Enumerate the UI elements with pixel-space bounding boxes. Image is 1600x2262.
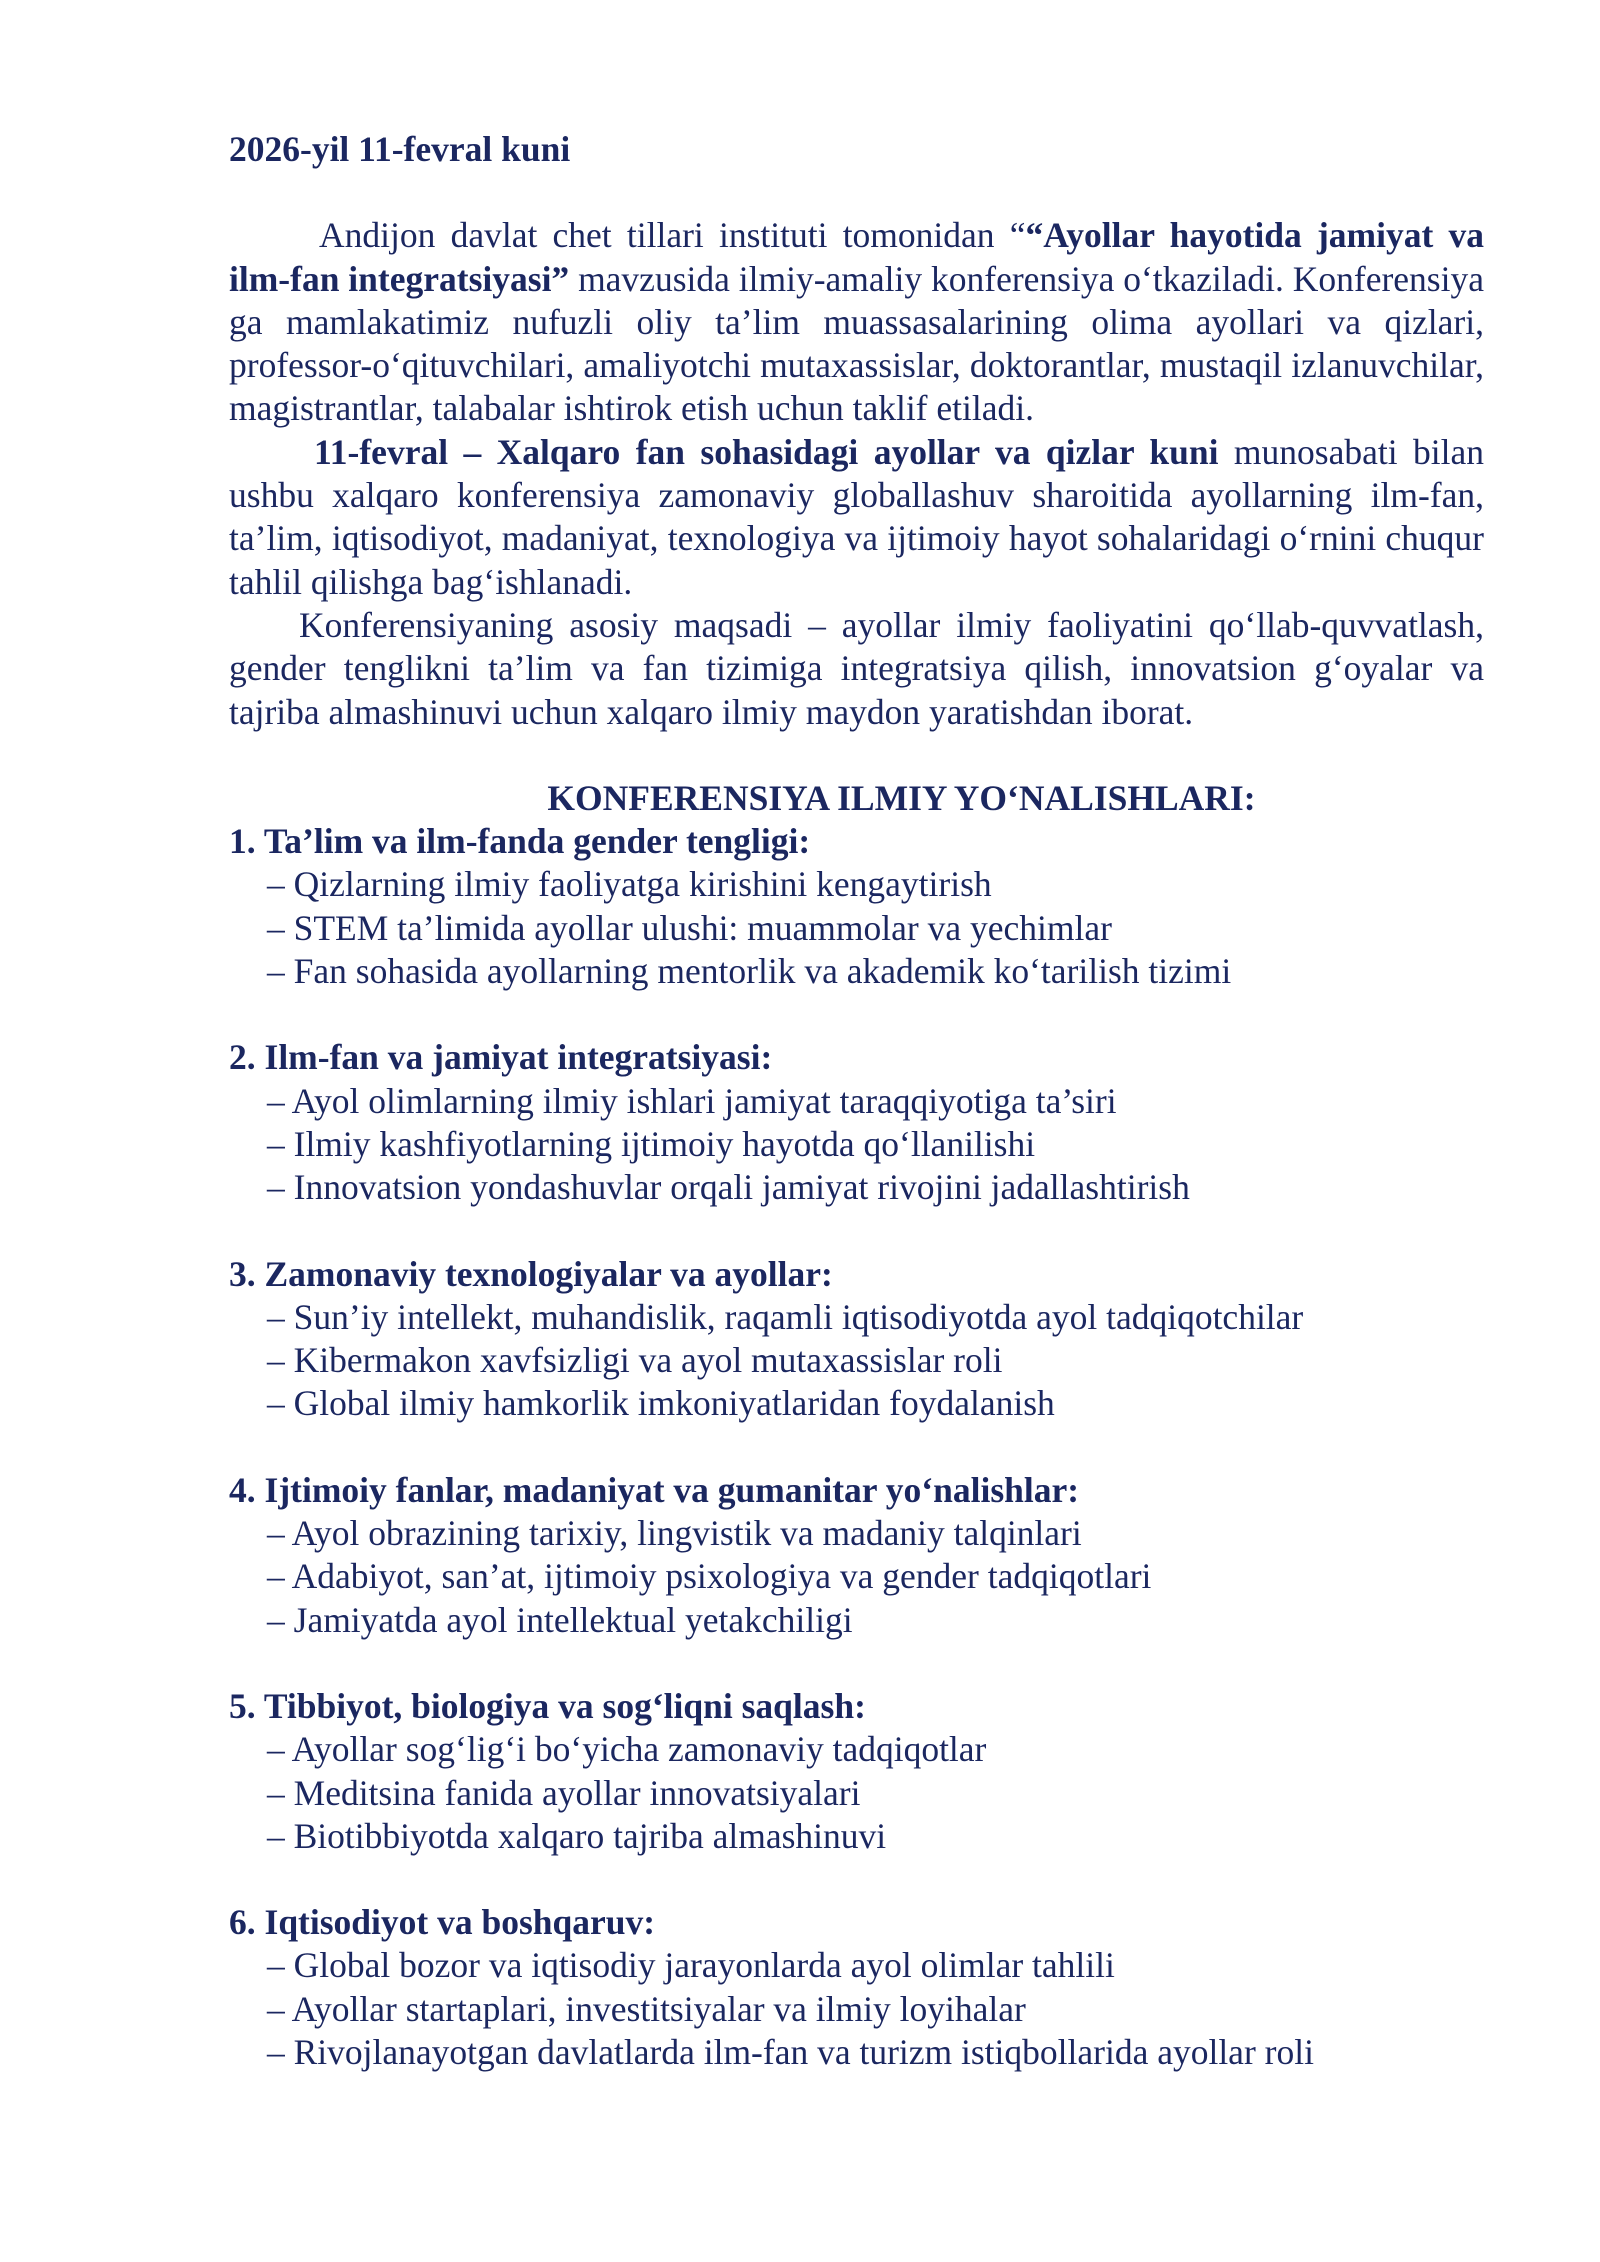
intro-paragraph-1 (229, 214, 1484, 430)
direction-topic: – Sun’iy intellekt, muhandislik, raqamli iqtisodiyotda ayol tadqiqotchilar (267, 1296, 1304, 1337)
intro-text: munosabati bilan ushbu xalqaro konferensiya zamonaviy globallashuv sharoitida ayollarning ilm-fan, ta’lim, iqtisodiyot, madaniyat, texnologiya va ijtimoiy hayot sohalaridagi o‘rnini chuqur tahlil qilishga bag‘ishlanadi. (229, 431, 1484, 602)
direction-topic: – Adabiyot, san’at, ijtimoiy psixologiya va gender tadqiqotlari (267, 1556, 1152, 1597)
direction-topic: – STEM ta’limida ayollar ulushi: muammolar va yechimlar (267, 907, 1112, 948)
direction-section (229, 1469, 1484, 1642)
direction-title: 5. Tibbiyot, biologiya va sog‘liqni saqlash: (229, 1685, 866, 1726)
directions-heading: KONFERENSIYA ILMIY YO‘NALISHLARI: (547, 777, 1256, 818)
direction-topic: – Global ilmiy hamkorlik imkoniyatlaridan foydalanish (267, 1383, 1055, 1424)
document-date: 2026-yil 11-fevral kuni (229, 129, 571, 169)
direction-topic: – Ayol obrazining tarixiy, lingvistik va madaniy talqinlari (267, 1513, 1082, 1554)
direction-title: 2. Ilm-fan va jamiyat integratsiyasi: (229, 1037, 773, 1078)
direction-title: 6. Iqtisodiyot va boshqaruv: (229, 1902, 656, 1943)
direction-section (229, 1253, 1484, 1426)
document-page (229, 128, 1484, 2117)
direction-topic: – Rivojlanayotgan davlatlarda ilm-fan va turizm istiqbollarida ayollar roli (267, 2031, 1314, 2072)
direction-topic: – Ilmiy kashfiyotlarning ijtimoiy hayotda qo‘llanilishi (267, 1123, 1036, 1164)
direction-title: 4. Ijtimoiy fanlar, madaniyat va gumanitar yo‘nalishlar: (229, 1469, 1080, 1510)
directions-list (229, 820, 1484, 2074)
direction-topic: – Kibermakon xavfsizligi va ayol mutaxassislar roli (267, 1340, 1003, 1381)
direction-topic: – Global bozor va iqtisodiy jarayonlarda ayol olimlar tahlili (267, 1945, 1115, 1986)
occasion-title: 11-fevral – Xalqaro fan sohasidagi ayollar va qizlar kuni (314, 431, 1219, 472)
direction-title: 3. Zamonaviy texnologiyalar va ayollar: (229, 1253, 833, 1294)
direction-section (229, 820, 1484, 993)
direction-topic: – Innovatsion yondashuvlar orqali jamiyat rivojini jadallashtirish (267, 1167, 1190, 1208)
intro-paragraph-2 (229, 431, 1484, 604)
direction-title: 1. Ta’lim va ilm-fanda gender tengligi: (229, 821, 811, 862)
direction-topic: – Fan sohasida ayollarning mentorlik va akademik ko‘tarilish tizimi (267, 951, 1232, 992)
intro-text: mavzusida ilmiy-amaliy konferensiya o‘tkaziladi. Konferensiya ga mamlakatimiz nufuzli oliy ta’lim muassasalarining olima ayollari va qizlari, professor-o‘qituvchilari, amaliyotchi mutaxassislar, doktorantlar, mustaqil izlanuvchilar, magistrantlar, talabalar ishtirok etish uchun taklif etiladi. (229, 258, 1484, 429)
intro-paragraph-3: Konferensiyaning asosiy maqsadi – ayollar ilmiy faoliyatini qo‘llab-quvvatlash, gender tenglikni ta’lim va fan tizimiga integratsiya qilish, innovatsion g‘oyalar va tajriba almashinuvi uchun xalqaro ilmiy maydon yaratishdan iborat. (229, 604, 1484, 732)
direction-section (229, 1685, 1484, 1858)
intro-text: Andijon davlat chet tillari instituti tomonidan “ (319, 215, 1026, 256)
direction-section (229, 1036, 1484, 1209)
direction-topic: – Biotibbiyotda xalqaro tajriba almashinuvi (267, 1815, 887, 1856)
direction-topic: – Ayollar startaplari, investitsiyalar va ilmiy loyihalar (267, 1988, 1026, 2029)
direction-topic: – Jamiyatda ayol intellektual yetakchiligi (267, 1599, 853, 1640)
direction-topic: – Meditsina fanida ayollar innovatsiyalari (267, 1772, 861, 1813)
direction-topic: – Ayollar sog‘lig‘i bo‘yicha zamonaviy tadqiqotlar (267, 1729, 987, 1770)
direction-section (229, 1901, 1484, 2074)
direction-topic: – Qizlarning ilmiy faoliyatga kirishini kengaytirish (267, 864, 992, 905)
conference-title: “Ayollar hayotida jamiyat va ilm-fan integratsiyasi” (229, 215, 1485, 299)
direction-topic: – Ayol olimlarning ilmiy ishlari jamiyat taraqqiyotiga ta’siri (267, 1080, 1117, 1121)
